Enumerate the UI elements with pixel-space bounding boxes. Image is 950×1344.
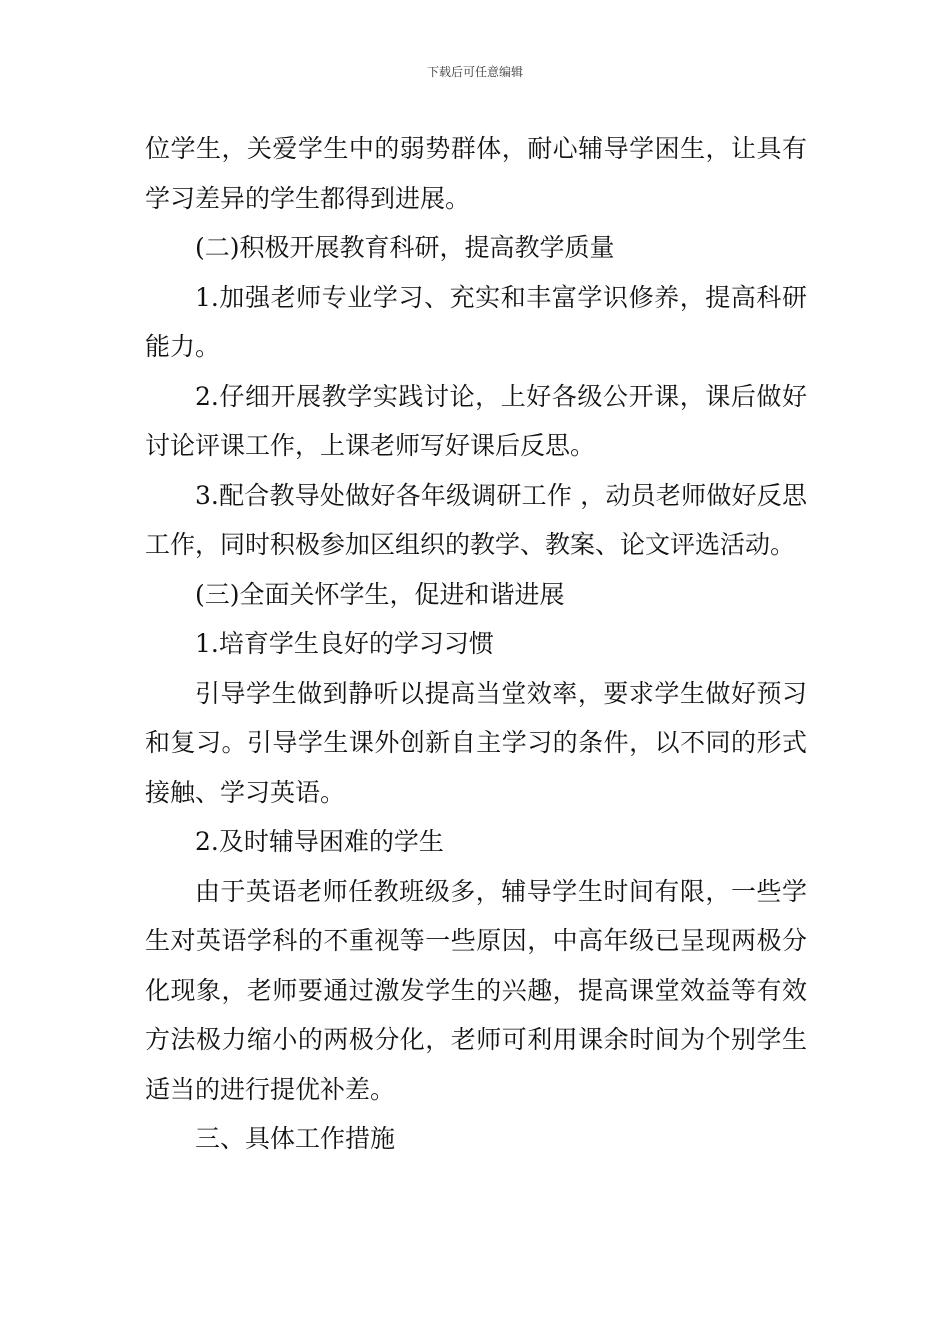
- paragraph: 由于英语老师任教班级多，辅导学生时间有限，一些学生对英语学科的不重视等一些原因，中高年级已呈现两极分化现象，老师要通过激发学生的兴趣，提高课堂效益等有效方法极力缩小的两极分化，老师可利用课余时间为个别学生适当的进行提优补差。: [145, 876, 807, 1104]
- subheading: 1.培育学生良好的学习习惯: [195, 629, 494, 658]
- section-heading: 三、具体工作措施: [195, 1124, 396, 1153]
- subheading: 2.及时辅导困难的学生: [195, 827, 444, 856]
- paragraph: 引导学生做到静听以提高当堂效率，要求学生做好预习和复习。引导学生课外创新自主学习的条件，以不同的形式接触、学习英语。: [145, 678, 807, 807]
- document-body: [145, 124, 807, 1164]
- list-item: 1.加强老师专业学习、充实和丰富学识修养，提高科研能力。: [145, 282, 807, 361]
- page-header-note: 下载后可任意编辑: [426, 65, 523, 79]
- section-heading-2: (二)积极开展教育科研，提高教学质量: [195, 233, 615, 262]
- list-item: 2.仔细开展教学实践讨论，上好各级公开课，课后做好讨论评课工作，上课老师写好课后反思。: [145, 381, 807, 460]
- section-heading-3: (三)全面关怀学生，促进和谐进展: [195, 579, 565, 609]
- list-item: 3.配合教导处做好各年级调研工作 ，动员老师做好反思工作，同时积极参加区组织的教学、教案、论文评选活动。: [145, 480, 807, 559]
- paragraph: 位学生，关爱学生中的弱势群体，耐心辅导学困生，让具有学习差异的学生都得到进展。: [145, 134, 807, 213]
